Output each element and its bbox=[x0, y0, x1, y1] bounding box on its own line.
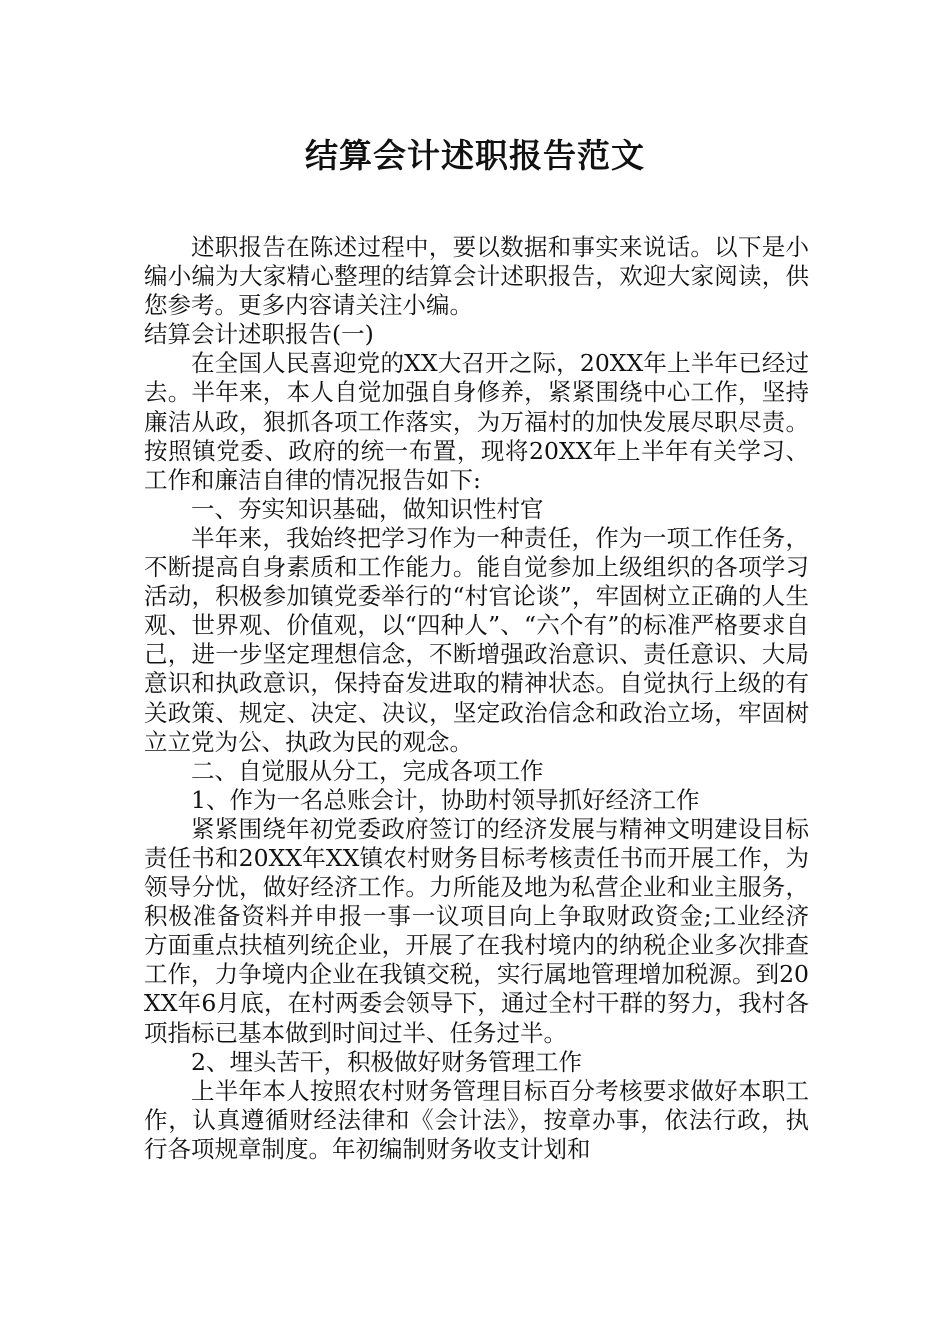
paragraph-economy: 紧紧围绕年初党委政府签订的经济发展与精神文明建设目标责任书和20XX年XX镇农村财务目标考核责任书而开展工作，为领导分忧，做好经济工作。力所能及地为私营企业和业主服务，积极准备资料并申报一事一议项目向上争取财政资金;工业经济方面重点扶植列统企业，开展了在我村境内的纳税企业多次排查工作，力争境内企业在我镇交税，实行属地管理增加税源。到20XX年6月底，在村两委会领导下，通过全村干群的努力，我村各项指标已基本做到时间过半、任务过半。 bbox=[144, 814, 809, 1047]
paragraph-heading-1: 一、夯实知识基础，做知识性村官 bbox=[191, 494, 544, 523]
document-body bbox=[144, 233, 809, 1164]
paragraph-subheading-2: 2、埋头苦干，积极做好财务管理工作 bbox=[191, 1047, 582, 1076]
paragraph-finance: 上半年本人按照农村财务管理目标百分考核要求做好本职工作，认真遵循财经法律和《会计法》，按章办事，依法行政，执行各项规章制度。年初编制财务收支计划和 bbox=[144, 1076, 809, 1163]
paragraph-section-heading: 结算会计述职报告(一) bbox=[144, 320, 374, 349]
document-title: 结算会计述职报告范文 bbox=[305, 136, 645, 175]
paragraph-heading-2: 二、自觉服从分工，完成各项工作 bbox=[191, 756, 544, 785]
paragraph-intro: 述职报告在陈述过程中，要以数据和事实来说话。以下是小编小编为大家精心整理的结算会计述职报告，欢迎大家阅读，供您参考。更多内容请关注小编。 bbox=[144, 233, 809, 320]
paragraph-study: 半年来，我始终把学习作为一种责任，作为一项工作任务，不断提高自身素质和工作能力。能自觉参加上级组织的各项学习活动，积极参加镇党委举行的“村官论谈”，牢固树立正确的人生观、世界观、价值观，以“四种人”、“六个有”的标准严格要求自己，进一步坚定理想信念，不断增强政治意识、责任意识、大局意识和执政意识，保持奋发进取的精神状态。自觉执行上级的有关政策、规定、决定、决议，坚定政治信念和政治立场，牢固树立立党为公、执政为民的观念。 bbox=[144, 523, 809, 756]
paragraph-opening: 在全国人民喜迎党的XX大召开之际，20XX年上半年已经过去。半年来，本人自觉加强自身修养，紧紧围绕中心工作，坚持廉洁从政，狠抓各项工作落实，为万福村的加快发展尽职尽责。按照镇党委、政府的统一布置，现将20XX年上半年有关学习、工作和廉洁自律的情况报告如下: bbox=[144, 349, 809, 494]
paragraph-subheading-1: 1、作为一名总账会计，协助村领导抓好经济工作 bbox=[191, 785, 700, 814]
